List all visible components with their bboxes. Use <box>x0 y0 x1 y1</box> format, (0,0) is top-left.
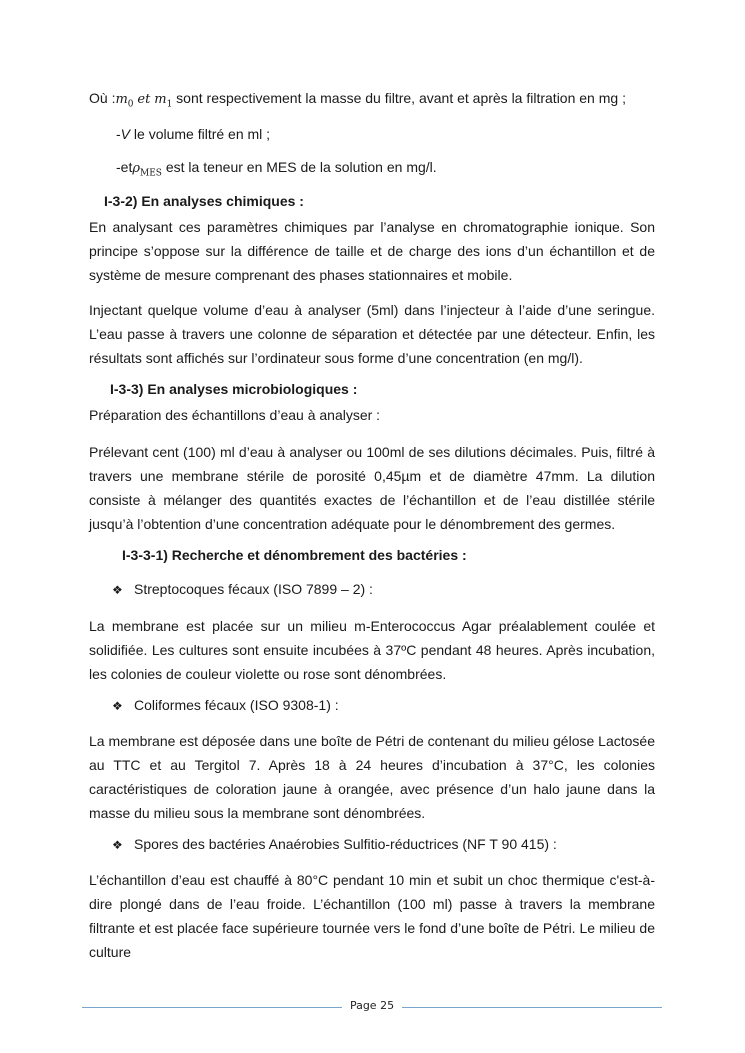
bullet-coliformes <box>112 697 339 713</box>
definition-volume: -V le volume filtré en ml ; <box>116 126 271 142</box>
paragraph-injection: Injectant quelque volume d’eau à analyser (5ml) dans l’injecteur à l’aide d’une seringue. L’eau passe à travers une colonne de séparation et détectée par une détecteur. Enfin, les résultats sont affichés sur l’ordinateur sous forme d’une concentration (en mg/l). <box>89 302 655 366</box>
paragraph-prelevement: Prélevant cent (100) ml d’eau à analyser ou 100ml de ses dilutions décimales. Puis, filtré à travers une membrane stérile de porosité 0,45µm et de diamètre 47mm. La dilution consiste à mélanger des quantités exactes de l’échantillon et de l’eau distillée stérile jusqu’à l’obtention d’une concentration adéquate pour le dénombrement des germes. <box>89 444 655 532</box>
bullet-spores <box>112 836 557 852</box>
preparation-intro: Préparation des échantillons d’eau à analyser : <box>89 407 381 423</box>
bullet-streptocoques-label: Streptocoques fécaux (ISO 7899 – 2) : <box>134 581 373 597</box>
symbol-m0: $m_0$ <box>115 92 134 110</box>
symbol-v: V <box>120 126 131 142</box>
diamond-bullet-icon: ❖ <box>112 838 123 852</box>
footer-rule-right <box>402 1007 662 1008</box>
definition-mes: -etρ$_{MES}$ est la teneur en MES de la solution en mg/l. <box>116 159 437 179</box>
symbol-rho-mes: $\rho_{MES}$ <box>132 161 162 179</box>
paragraph-spores: L’échantillon d’eau est chauffé à 80°C pendant 10 min et subit un choc thermique c'est-à-dire plongé dans de l’eau froide. L’échantillon (100 ml) passe à travers la membrane filtrante et est placée face supérieure tournée vers le fond d’une boîte de Pétri. Le milieu de culture <box>89 872 655 960</box>
heading-analyses-microbiologiques: I-3-3) En analyses microbiologiques : <box>110 381 358 397</box>
ou-label: Où : <box>89 90 116 106</box>
footer-rule-left <box>82 1007 342 1008</box>
definition-mes-text: est la teneur en MES de la solution en mg/l. <box>161 159 437 175</box>
bullet-streptocoques <box>112 581 373 597</box>
paragraph-streptocoques: La membrane est placée sur un milieu m-Enterococcus Agar préalablement coulée et solidifiée. Les cultures sont ensuite incubées à 37ºC pendant 48 heures. Après incubation, les colonies de couleur violette ou rose sont dénombrées. <box>89 618 655 682</box>
subheading-recherche-bacteries: I-3-3-1) Recherche et dénombrement des bactéries : <box>122 547 467 563</box>
definition-masses <box>89 90 626 110</box>
paragraph-chromatographie: En analysant ces paramètres chimiques par l’analyse en chromatographie ionique. Son principe s’oppose sur la différence de taille et de charge des ions d’un échantillon et de système de mesure comprenant des phases stationnaires et mobile. <box>89 219 655 283</box>
diamond-bullet-icon: ❖ <box>112 583 123 597</box>
symbol-et: et <box>137 92 151 107</box>
paragraph-coliformes: La membrane est déposée dans une boîte de Pétri de contenant du milieu gélose Lactosée au TTC et au Tergitol 7. Après 18 à 24 heures d’incubation à 37°C, les colonies caractéristiques de coloration jaune à orangée, avec présence d’un halo jaune dans la masse du milieu sous la membrane sont dénombrées. <box>89 733 655 821</box>
definition-volume-text: le volume filtré en ml ; <box>130 126 271 142</box>
bullet-coliformes-label: Coliformes fécaux (ISO 9308-1) : <box>134 697 339 713</box>
page-number: Page 25 <box>349 999 395 1012</box>
definition-masses-text: sont respectivement la masse du filtre, avant et après la filtration en mg ; <box>172 90 626 106</box>
bullet-spores-label: Spores des bactéries Anaérobies Sulfitio-réductrices (NF T 90 415) : <box>134 836 557 852</box>
symbol-m1: $m_1$ <box>154 92 173 110</box>
diamond-bullet-icon: ❖ <box>112 699 123 713</box>
heading-analyses-chimiques: I-3-2) En analyses chimiques : <box>104 193 304 209</box>
